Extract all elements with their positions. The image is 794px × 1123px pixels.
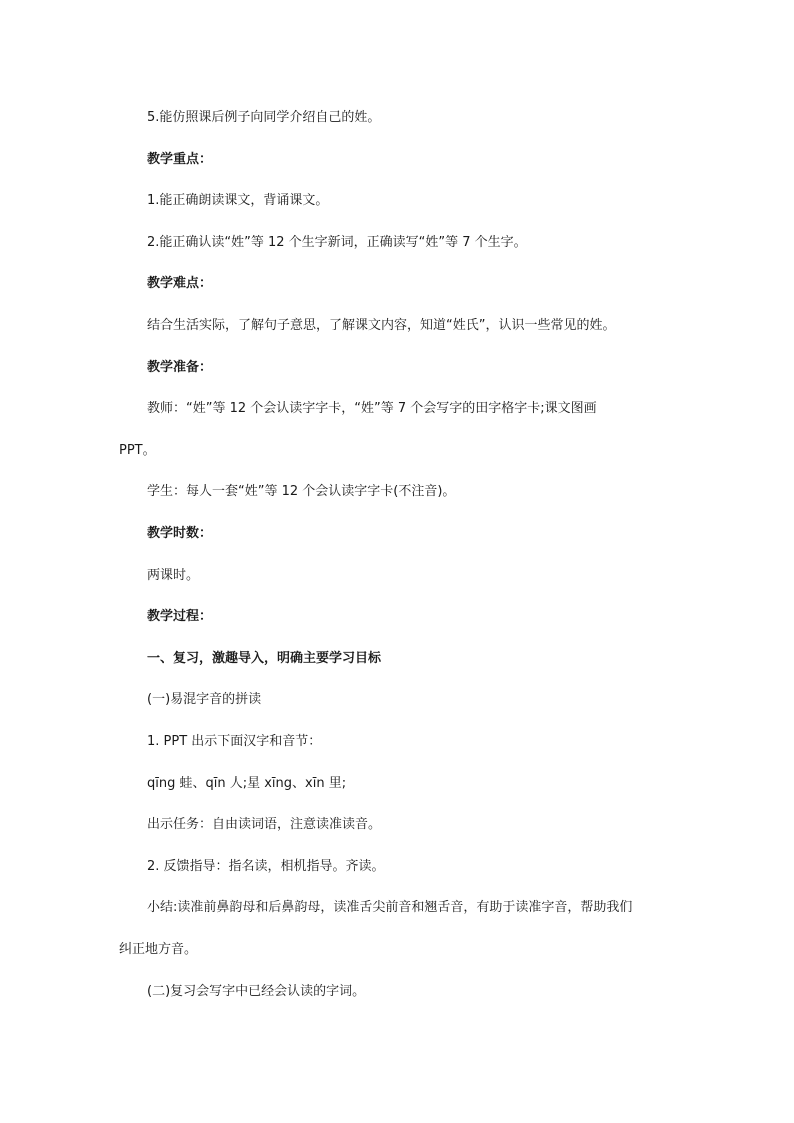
step-2: 2. 反馈指导：指名读，相机指导。齐读。 — [147, 859, 385, 874]
heading-class-hours: 教学时数： — [147, 526, 213, 541]
summary-text-continued: 纠正地方音。 — [119, 942, 198, 957]
class-hours-text: 两课时。 — [147, 568, 200, 583]
teacher-preparation: 教师：“姓”等 12 个会认读字字卡，“姓”等 7 个会写字的田字格字卡;课文图画 — [147, 401, 597, 416]
heading-key-points: 教学重点： — [147, 152, 213, 167]
heading-difficulties: 教学难点： — [147, 276, 213, 291]
pinyin-examples: qīng 蛙、qīn 人;星 xīng、xīn 里; — [147, 776, 347, 791]
task-text: 出示任务：自由读词语，注意读准读音。 — [147, 817, 382, 832]
subsection-1-title: (一)易混字音的拼读 — [147, 692, 262, 707]
step-1: 1. PPT 出示下面汉字和音节： — [147, 734, 322, 749]
subsection-2-title: (二)复习会写字中已经会认读的字词。 — [147, 984, 366, 999]
difficulty-text: 结合生活实际，了解句子意思，了解课文内容，知道“姓氏”，认识一些常见的姓。 — [147, 318, 616, 333]
student-preparation: 学生：每人一套“姓”等 12 个会认读字字卡(不注音)。 — [147, 484, 456, 499]
section-1-title: 一、复习，激趣导入，明确主要学习目标 — [147, 651, 382, 666]
summary-text: 小结:读准前鼻韵母和后鼻韵母，读准舌尖前音和翘舌音，有助于读准字音，帮助我们 — [147, 900, 633, 915]
heading-process: 教学过程： — [147, 609, 213, 624]
heading-preparation: 教学准备： — [147, 360, 213, 375]
key-point-2: 2.能正确认读“姓”等 12 个生字新词，正确读写“姓”等 7 个生字。 — [147, 235, 527, 250]
objective-5: 5.能仿照课后例子向同学介绍自己的姓。 — [147, 110, 381, 125]
teacher-preparation-continued: PPT。 — [119, 443, 156, 458]
key-point-1: 1.能正确朗读课文，背诵课文。 — [147, 193, 329, 208]
